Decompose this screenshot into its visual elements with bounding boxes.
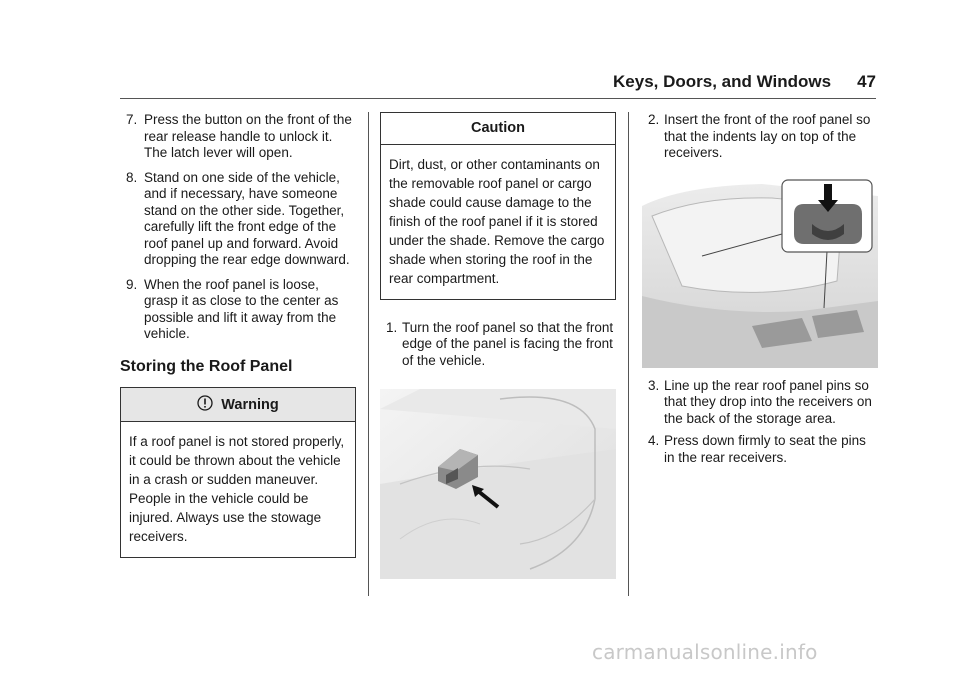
step-2 — [642, 112, 878, 162]
step-text: Press the button on the front of the rear release handle to unlock it. The latch lever will open. — [144, 112, 352, 160]
column-2 — [380, 112, 616, 589]
warning-symbol-icon — [197, 397, 217, 413]
caution-body: Dirt, dust, or other contaminants on the removable roof panel or cargo shade could cause damage to the finish of the roof panel if it is stored under the shade. Remove the cargo shade when storing the roof in the rear compartment. — [389, 156, 605, 286]
rear-compartment-figure — [642, 176, 878, 368]
caution-box — [380, 112, 616, 300]
header-divider — [120, 98, 876, 99]
step-7 — [120, 112, 356, 162]
step-number: 2. — [648, 112, 660, 127]
column-3 — [642, 112, 878, 472]
step-9 — [120, 277, 356, 343]
column-divider-2 — [628, 112, 629, 596]
warning-box — [120, 387, 356, 558]
roof-receiver-arrow-illustration — [380, 389, 616, 579]
warning-body: If a roof panel is not stored properly, it could be thrown about the vehicle in a crash or sudden maneuver. People in the vehicle could be injured. Always use the stowage receivers. — [129, 433, 345, 544]
page-header — [560, 72, 876, 92]
step-4 — [642, 433, 878, 466]
step-8 — [120, 170, 356, 269]
detail-inset — [782, 180, 872, 252]
step-3 — [642, 378, 878, 428]
step-number: 4. — [648, 433, 660, 448]
roof-receiver-figure — [380, 389, 616, 579]
step-number: 8. — [126, 169, 138, 185]
step-number: 1. — [386, 319, 398, 335]
column-1 — [120, 112, 356, 558]
step-text: Stand on one side of the vehicle, and if necessary, have someone stand on the other side. Together, carefully lift the front edge of the roof panel up and forward. Avoid dropping the rear edge downward. — [144, 169, 350, 267]
step-1 — [380, 320, 616, 370]
step-text: Line up the rear roof panel pins so that they drop into the receivers on the back of the storage area. — [664, 377, 872, 426]
step-text: Press down firmly to seat the pins in the rear receivers. — [664, 433, 866, 465]
step-number: 7. — [126, 112, 138, 127]
column-divider-1 — [368, 112, 369, 596]
rear-compartment-receiver-detail-illustration — [642, 176, 878, 368]
warning-title: Warning — [221, 397, 279, 413]
page-number: 47 — [857, 72, 876, 91]
section-heading: Storing the Roof Panel — [120, 357, 293, 375]
step-text: When the roof panel is loose, grasp it as close to the center as possible and lift it away from the vehicle. — [144, 276, 339, 341]
step-text: Turn the roof panel so that the front edge of the panel is facing the front of the vehicle. — [402, 319, 614, 368]
warning-header — [121, 388, 355, 422]
step-number: 9. — [126, 276, 138, 292]
step-number: 3. — [648, 377, 660, 393]
step-text: Insert the front of the roof panel so that the indents lay on top of the receivers. — [664, 112, 871, 160]
caution-header: Caution — [381, 113, 615, 145]
page-title: Keys, Doors, and Windows — [613, 72, 832, 91]
watermark: carmanualsonline.info — [592, 640, 818, 664]
